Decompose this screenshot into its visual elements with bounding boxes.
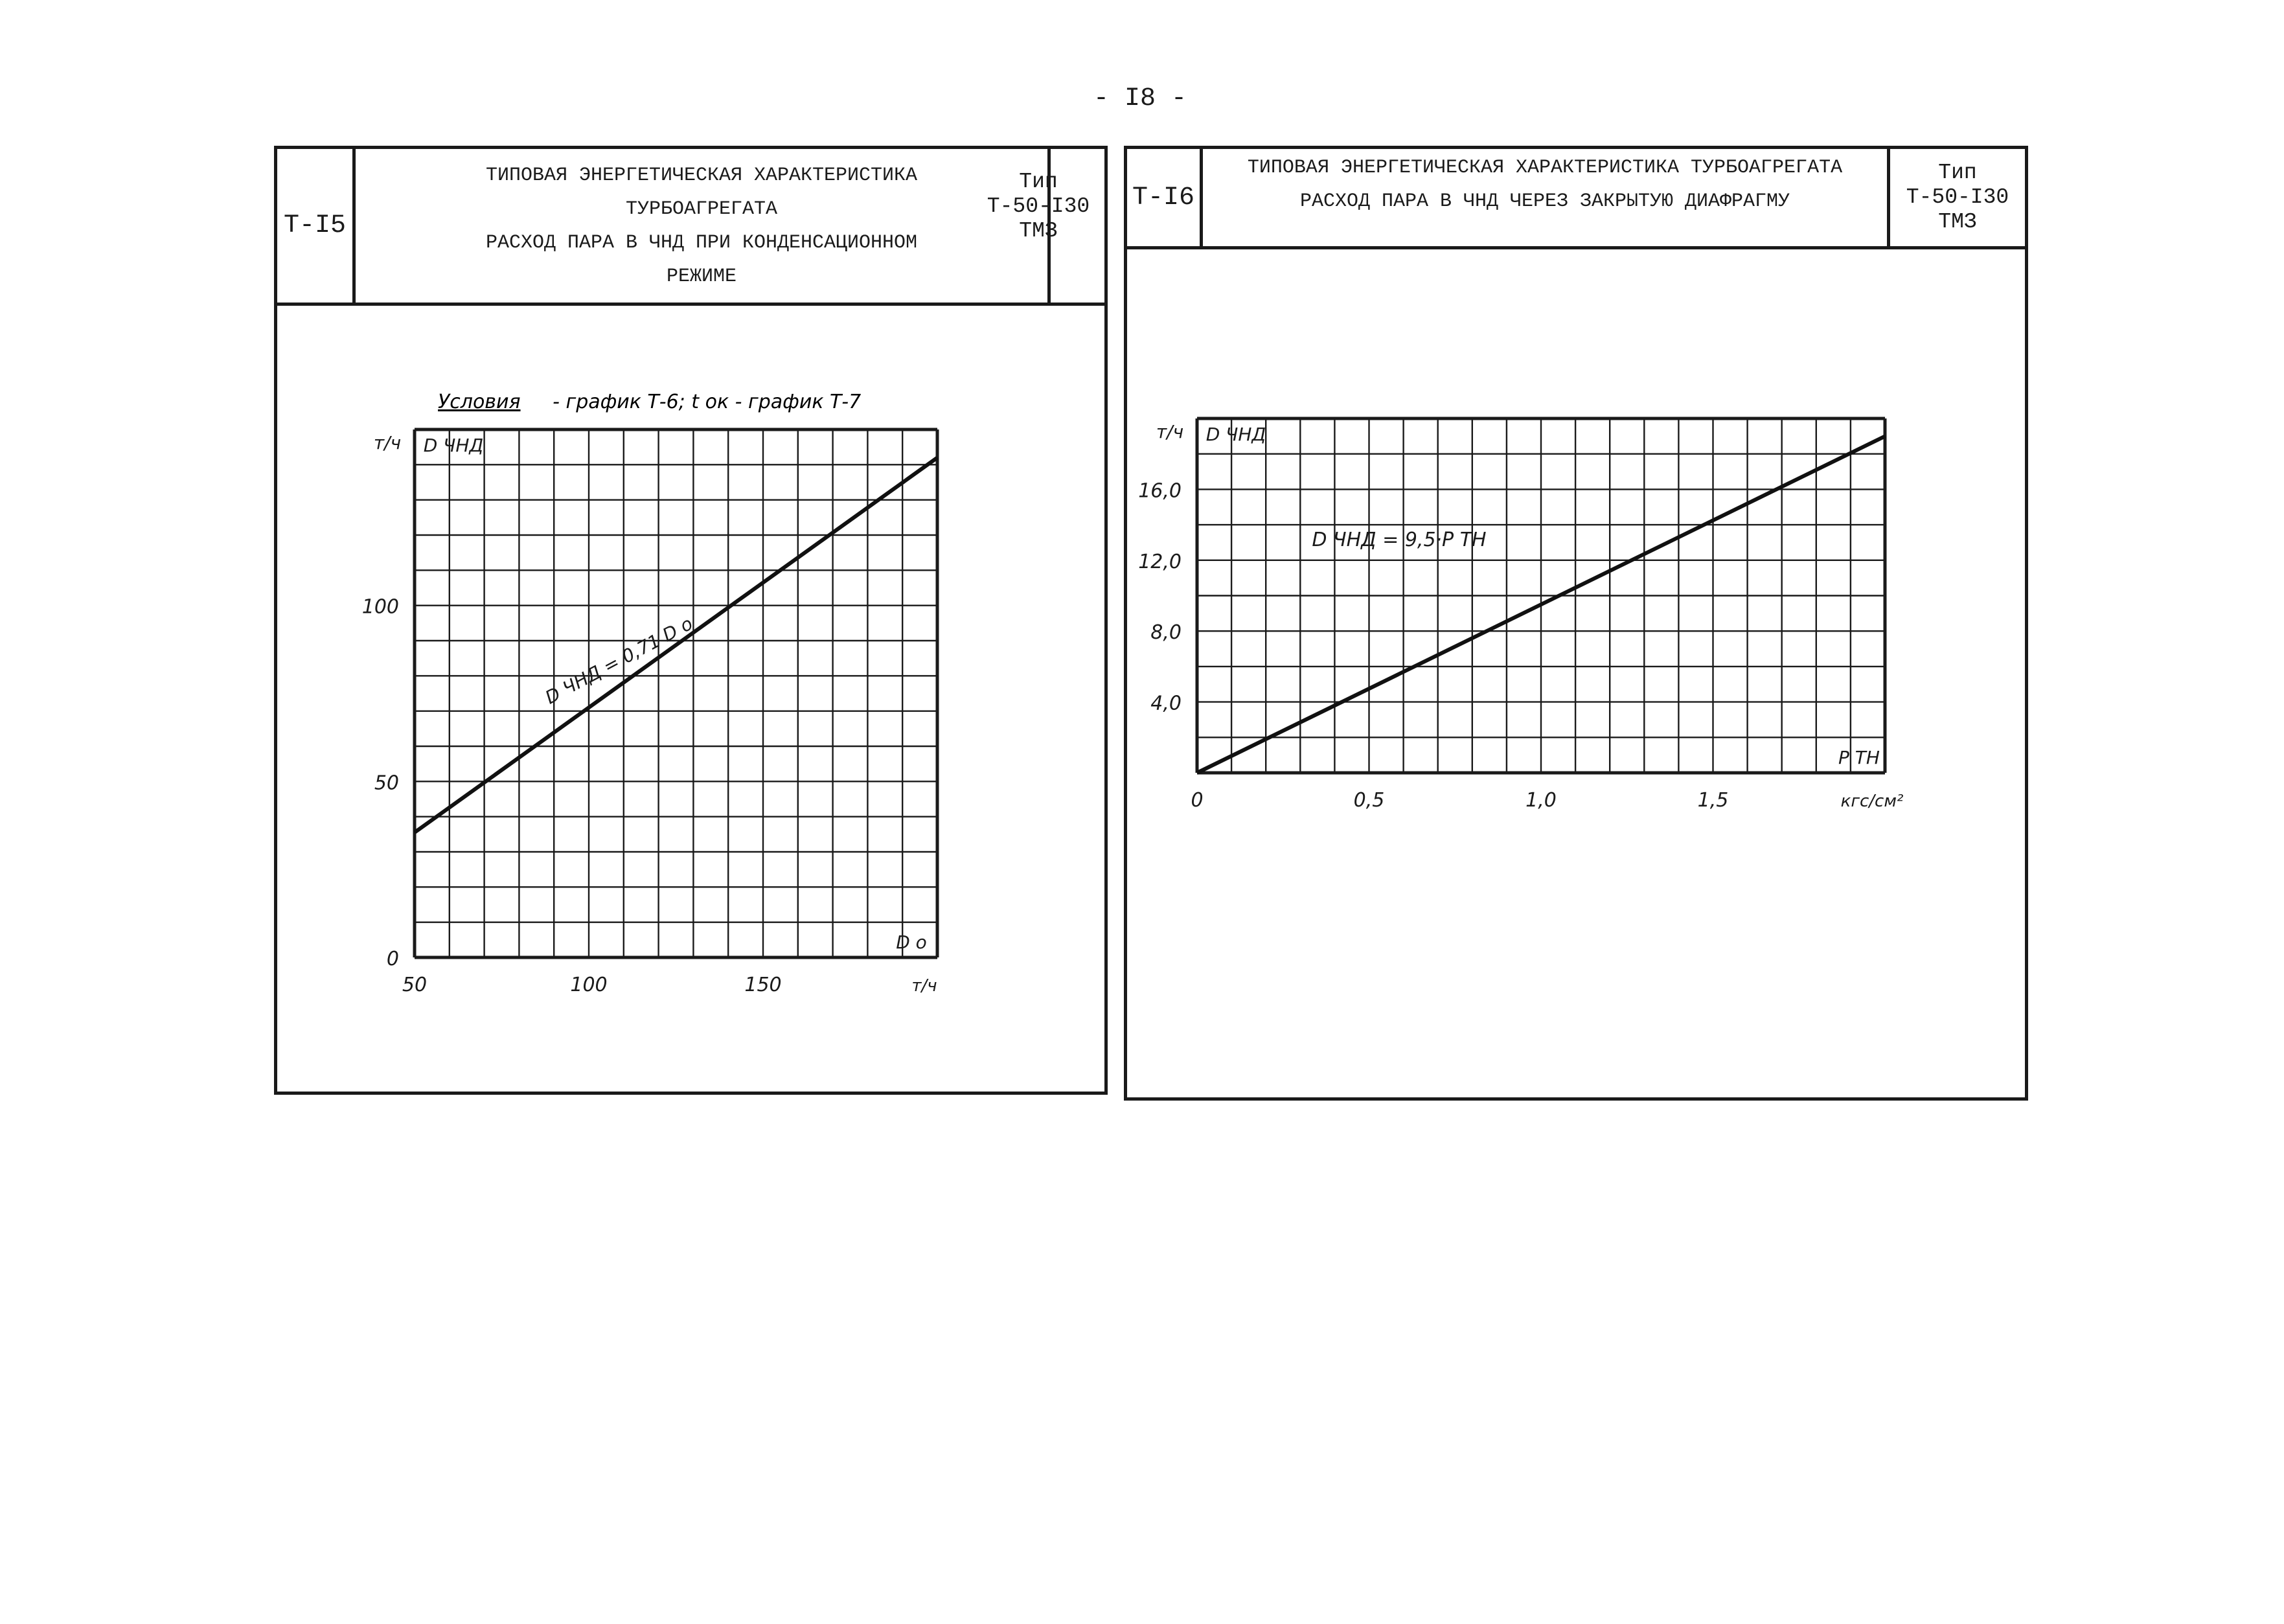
type-line: Т-50-I30 — [1906, 185, 2009, 209]
y-tick-label: 12,0 — [1138, 550, 1182, 573]
x-tick-label: 50 — [402, 974, 428, 996]
chart-conditions — [438, 391, 861, 413]
x-tick-label: 100 — [570, 974, 608, 996]
title-line: РАСХОД ПАРА В ЧНД ПРИ КОНДЕНСАЦИОННОМ — [485, 231, 918, 254]
y-axis-unit: т/ч — [373, 432, 402, 453]
x-tick-label: 1,0 — [1525, 789, 1557, 812]
chart-t16 — [1138, 418, 1903, 812]
type-line: ТМЗ — [1019, 218, 1058, 243]
y-axis-unit: т/ч — [1156, 421, 1184, 442]
line-annotation: D ЧНД = 9,5·P ТН — [1312, 529, 1487, 551]
x-axis-unit: т/ч — [911, 976, 937, 996]
x-axis-symbol: P ТН — [1838, 747, 1880, 768]
title-line: ТИПОВАЯ ЭНЕРГЕТИЧЕСКАЯ ХАРАКТЕРИСТИКА ТУРБОАГРЕГАТА — [1247, 157, 1843, 179]
x-axis-symbol: D о — [896, 932, 927, 953]
type-line: Т-50-I30 — [987, 194, 1090, 218]
sheet-code: Т-I6 — [1127, 149, 1203, 246]
y-tick-label: 16,0 — [1138, 479, 1182, 503]
y-tick-label: 8,0 — [1150, 621, 1182, 645]
x-tick-label: 0,5 — [1353, 789, 1385, 812]
conditions-label: Условия — [438, 391, 521, 413]
chart-t15 — [362, 391, 937, 996]
series-line — [415, 458, 937, 833]
title-line: РЕЖИМЕ — [666, 265, 737, 288]
x-tick-label: 1,5 — [1697, 789, 1729, 812]
y-tick-label: 50 — [374, 772, 399, 795]
y-axis-symbol: D ЧНД — [1205, 424, 1266, 445]
type-line: ТМЗ — [1938, 210, 1977, 234]
y-axis-symbol: D ЧНД — [423, 435, 484, 456]
y-tick-label: 4,0 — [1150, 692, 1182, 715]
sheet-code: Т-I5 — [277, 149, 356, 303]
title-line: ТУРБОАГРЕГАТА — [625, 198, 778, 220]
y-tick-label: 100 — [361, 595, 399, 619]
page-number: - I8 - — [1093, 84, 1187, 113]
type-line: Тип — [1019, 169, 1058, 194]
title-line: РАСХОД ПАРА В ЧНД ЧЕРЕЗ ЗАКРЫТУЮ ДИАФРАГМУ — [1299, 190, 1790, 212]
title-line: ТИПОВАЯ ЭНЕРГЕТИЧЕСКАЯ ХАРАКТЕРИСТИКА — [485, 164, 918, 187]
x-tick-label: 150 — [744, 974, 782, 996]
type-line: Тип — [1938, 161, 1977, 185]
x-tick-label: 0 — [1191, 789, 1204, 812]
y-tick-label: 0 — [386, 948, 399, 970]
line-annotation: D ЧНД = 0,71 D о — [542, 612, 696, 709]
conditions-text: - график Т-6; t ок - график Т-7 — [553, 391, 862, 413]
x-axis-unit: кгс/см² — [1840, 792, 1904, 811]
